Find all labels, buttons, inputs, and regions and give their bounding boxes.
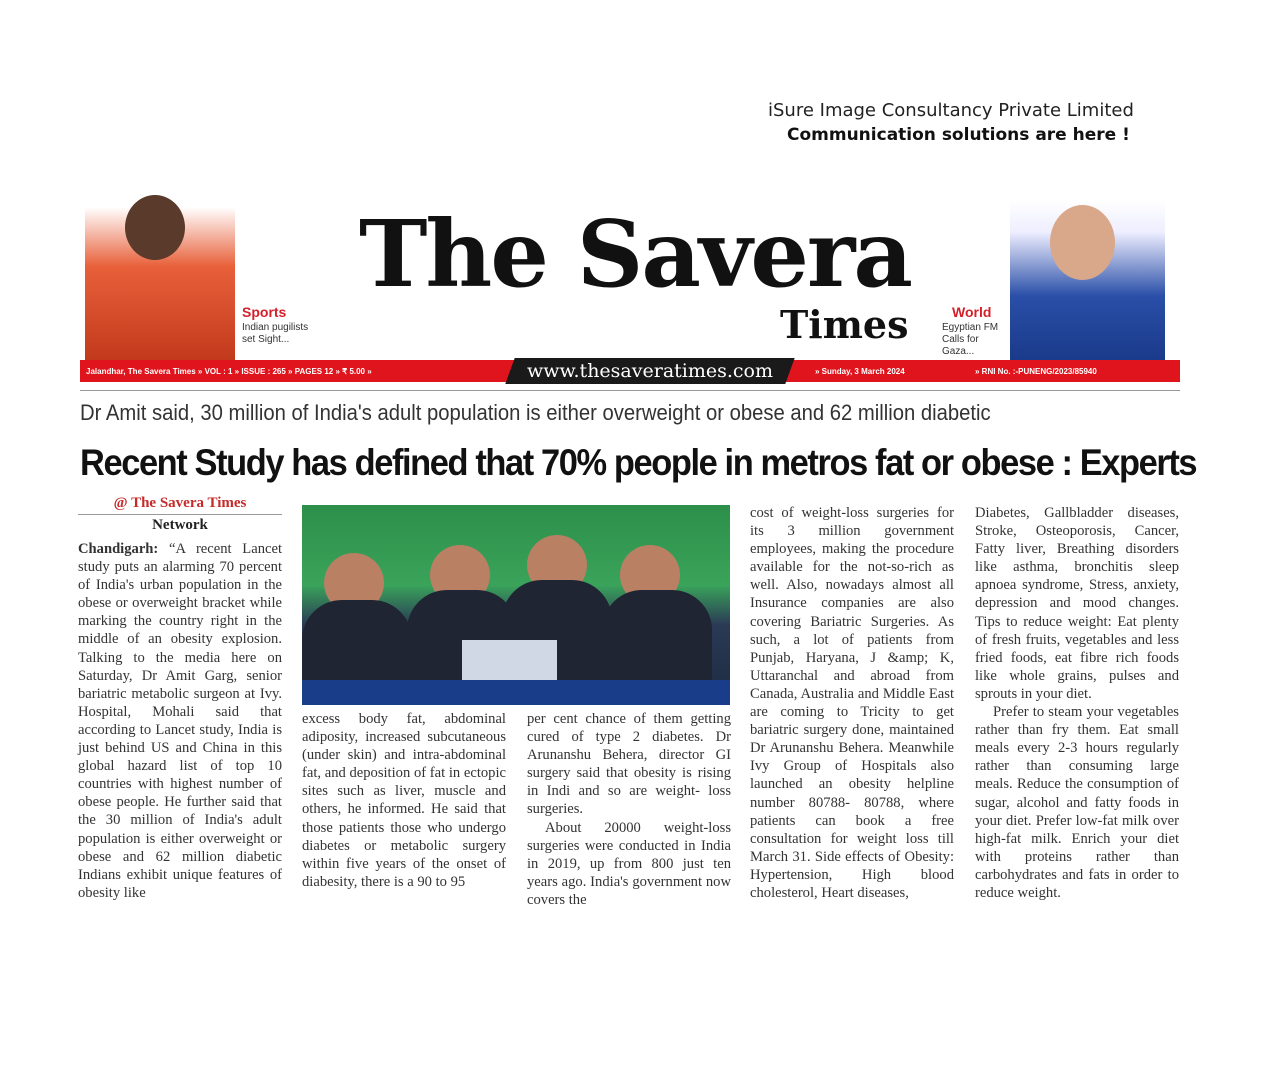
column-text: cost of weight-loss surgeries for its 3 million government employees, making the procedure available for the not-so-rich as well. Also, nowadays almost all Insurance companies are also covering Bariatric Surgeries. As such, a lot of patients from Punjab, Haryana, J &amp; K, Uttaranchal and abroad from Canada, Australia and Middle East are coming to Tricity to get bariatric surgery done, maintained Dr Arunanshu Behera. Meanwhile Ivy Group of Hospitals also launched an obesity helpline number 80788- 80788, where patients can book a free consultation for weight loss till March 31. Side effects of Obesity: Hypertension, High blood cholesterol, Heart diseases, [750,505,954,901]
column-text: Diabetes, Gallbladder diseases, Stroke, Osteoporosis, Cancer, Fatty liver, Breathing disorders like asthma, bronchitis sleep apnoea syndrome, Stress, anxiety, depression and mood changes. Tips to reduce weight: Eat plenty of fresh fruits, vegetables and less fried foods, eat fibre rich foods like whole grains, pulses and sprouts in your diet. [975,505,1179,702]
newspaper-title: The Savera [358,200,912,308]
dateline: Chandigarh: [78,541,159,557]
sports-photo [85,190,235,360]
issue-date: » Sunday, 3 March 2024 [815,367,905,376]
byline-network: Network [152,517,208,533]
headline: Recent Study has defined that 70% people in metros fat or obese : Experts [80,442,1197,483]
article-column-5 [975,504,1179,902]
issue-info: Jalandhar, The Savera Times » VOL : 1 » ISSUE : 265 » PAGES 12 » ₹ 5.00 » [86,367,372,376]
company-name: iSure Image Consultancy Private Limited [768,100,1134,121]
column-text: “A recent Lancet study puts an alarming 70 percent of India's urban population in the obese or overweight bracket while marking the country right in the middle of an obesity explosion. Talking to the media here on Saturday, Dr Amit Garg, senior bariatric metabolic surgeon at Ivy. Hospital, Mohali said that according to Lancet study, India is just behind US and China in this global hazard list of top 10 countries with highest number of obese people. He further said that the 30 million of India's adult population is either overweight or obese and 62 million diabetic Indians exhibit unique features of obesity like [78,541,282,901]
byline: @ The Savera Times [78,495,282,515]
newspaper-subtitle: Times [780,302,909,347]
masthead [80,190,1180,385]
subheadline: Dr Amit said, 30 million of India's adult population is either overweight or obese and 62 million diabetic [80,400,991,425]
article-column-4 [750,504,954,902]
sports-label: Sports [242,304,287,320]
rni-number: » RNI No. :-PUNENG/2023/85940 [975,367,1097,376]
divider [80,390,1180,391]
company-tagline: Communication solutions are here ! [787,125,1130,145]
article-column-1 [78,540,282,902]
sports-teaser[interactable]: Indian pugilists set Sight... [242,322,309,345]
world-label: World [952,304,992,320]
world-teaser[interactable]: Egyptian FM Calls for Gaza... [942,322,999,357]
article-column-2 [302,710,506,891]
press-conference-photo [302,505,730,705]
column-text: About 20000 weight-loss surgeries were conducted in India in 2019, up from 800 just ten years ago. India's government now covers the [527,819,731,908]
info-bar [80,360,1180,382]
column-text: Prefer to steam your vegetables rather than fry them. Eat small meals every 2-3 hours regularly rather than consuming large meals. Reduce the consumption of sugar, alcohol and fatty foods in your diet. Prefer low-fat milk over high-fat milk. Enrich your diet with proteins rather than carbohydrates and fats in order to reduce weight. [975,704,1179,901]
column-text: excess body fat, abdominal adiposity, increased subcutaneous (under skin) and intra-abdominal fat, and deposition of fat in ectopic sites such as liver, muscle and others, he informed. He said that those patients those who undergo diabetes or metabolic surgery within five years of the onset of diabesity, there is a 90 to 95 [302,711,506,890]
world-photo [1010,200,1165,360]
column-text: per cent chance of them getting cured of type 2 diabetes. Dr Arunanshu Behera, director GI surgery said that obesity is rising in Indi and so are weight- loss surgeries. [527,711,731,818]
article-column-3 [527,710,731,909]
website-url[interactable]: www.thesaveratimes.com [526,360,774,382]
